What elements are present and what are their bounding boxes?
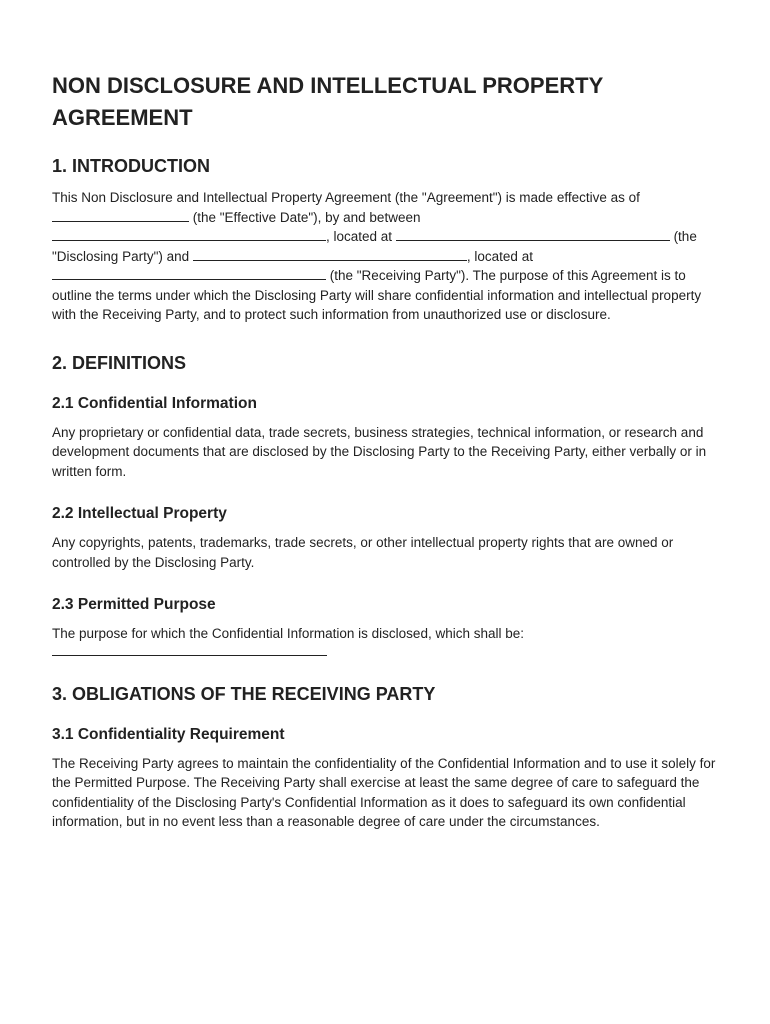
confidentiality-requirement-text: The Receiving Party agrees to maintain the confidentiality of the Confidential Information and to use it solely for the Permitted Purpose. The Receiving Party shall exercise at least the same degree of care to safeguard the confidentiality of the Disclosing Party's Confidential Information as it does to safeguard its own confidential information, but in no event less than a reasonable degree of care under the circumstances. <box>52 755 716 829</box>
confidentiality-requirement-heading: 3.1 Confidentiality Requirement <box>52 725 285 743</box>
document-title: NON DISCLOSURE AND INTELLECTUAL PROPERTY AGREEMENT <box>52 73 603 130</box>
receiving-party-name-blank[interactable] <box>193 247 467 261</box>
permitted-purpose-text: The purpose for which the Confidential Information is disclosed, which shall be: <box>52 626 524 641</box>
introduction-paragraph <box>52 188 718 325</box>
intellectual-property-heading: 2.2 Intellectual Property <box>52 505 227 522</box>
obligations-heading: 3. OBLIGATIONS OF THE RECEIVING PARTY <box>52 683 436 704</box>
intro-text-2: (the "Effective Date"), by and between <box>189 209 421 225</box>
definitions-heading: 2. DEFINITIONS <box>52 352 187 373</box>
intro-text-1: This Non Disclosure and Intellectual Property Agreement (the "Agreement") is made effective as of <box>52 190 640 205</box>
permitted-purpose-blank[interactable] <box>52 645 327 656</box>
confidential-information-text: Any proprietary or confidential data, trade secrets, business strategies, technical information, or research and development documents that are disclosed by the Disclosing Party to the Receiving Party, either verbally or in written form. <box>52 424 707 479</box>
introduction-heading: 1. INTRODUCTION <box>52 156 211 176</box>
intro-text-5: , located at <box>466 248 533 264</box>
intro-text-6: (the "Receiving Party"). The purpose of this Agreement is to outline the terms under which the Disclosing Party will share confidential information and intellectual property with the Receiving Party, and to protect such information from unauthorized use or disclosure. <box>52 268 702 322</box>
effective-date-blank[interactable] <box>52 208 189 222</box>
intro-text-4: (the "Disclosing Party") and <box>52 229 697 264</box>
disclosing-party-address-blank[interactable] <box>396 227 670 241</box>
confidential-information-heading: 2.1 Confidential Information <box>52 394 257 412</box>
intellectual-property-text: Any copyrights, patents, trademarks, trade secrets, or other intellectual property rights that are owned or controlled by the Disclosing Party. <box>52 535 674 570</box>
receiving-party-address-blank[interactable] <box>52 266 326 280</box>
permitted-purpose-heading: 2.3 Permitted Purpose <box>52 596 216 613</box>
intro-text-3: , located at <box>326 229 393 244</box>
disclosing-party-name-blank[interactable] <box>52 227 326 241</box>
